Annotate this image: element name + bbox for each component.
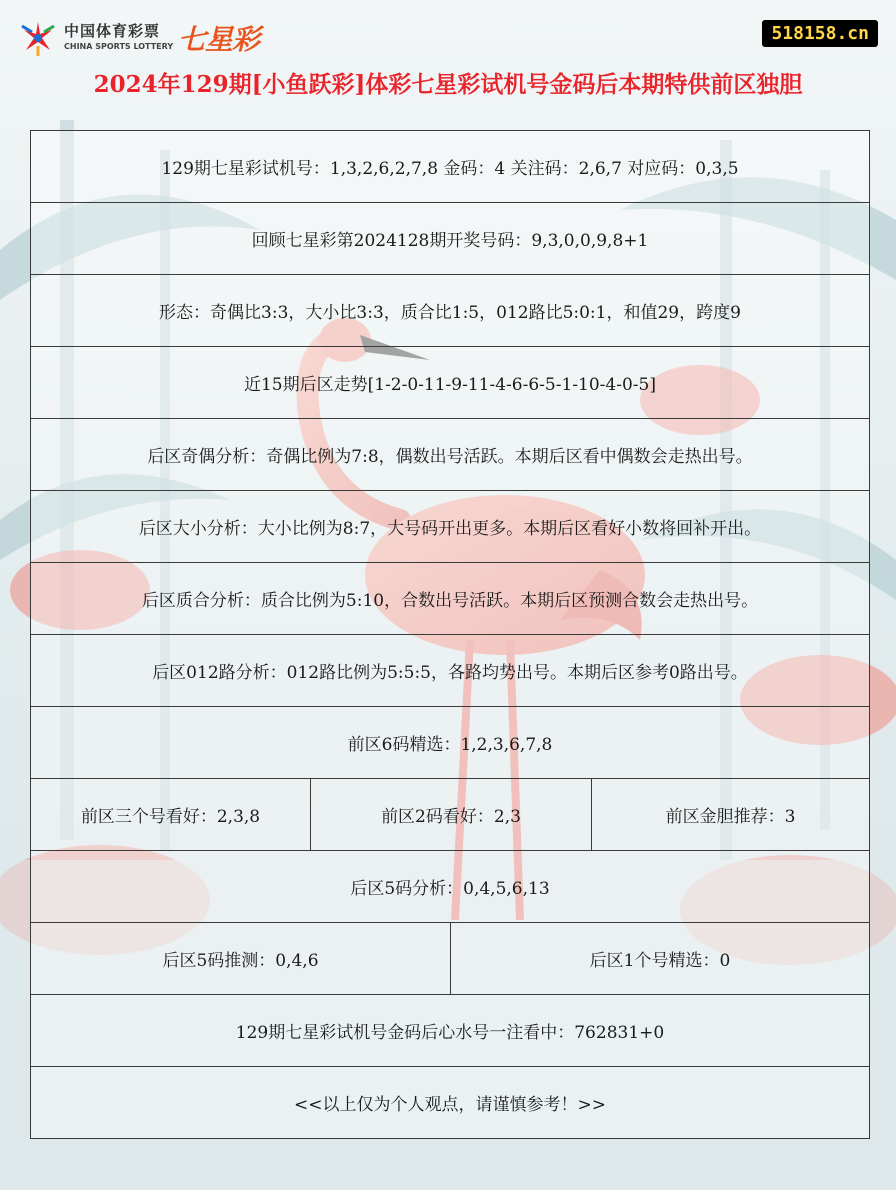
- header: [0, 0, 896, 130]
- table-row: [31, 491, 869, 563]
- logo-english-text: CHINA SPORTS LOTTERY: [64, 42, 174, 51]
- table-row: [31, 851, 869, 923]
- table-row: [31, 635, 869, 707]
- disclaimer-cell: <<以上仅为个人观点，请谨慎参考！>>: [31, 1067, 869, 1138]
- table-row: [31, 131, 869, 203]
- page-title: 2024年129期[小鱼跃彩]体彩七星彩试机号金码后本期特供前区独胆: [93, 71, 803, 98]
- table-row: [31, 995, 869, 1067]
- front-six-picks-cell: 前区6码精选：1,2,3,6,7,8: [31, 707, 869, 778]
- back-five-guess-cell: 后区5码推测：0,4,6: [31, 923, 450, 994]
- back-one-pick-cell: 后区1个号精选：0: [450, 923, 869, 994]
- table-row: [31, 347, 869, 419]
- qixingcai-brand-text: 七星彩: [178, 23, 260, 56]
- front-three-picks-cell: 前区三个号看好：2,3,8: [31, 779, 310, 850]
- lottery-star-icon: [18, 18, 58, 58]
- table-row: [31, 707, 869, 779]
- table-row: [31, 1067, 869, 1138]
- table-row: [31, 419, 869, 491]
- previous-draw-cell: 回顾七星彩第2024128期开奖号码：9,3,0,0,9,8+1: [31, 203, 869, 274]
- table-row: [31, 923, 869, 995]
- trial-number-cell: 129期七星彩试机号：1,3,2,6,2,7,8 金码：4 关注码：2,6,7 对应码：0,3,5: [31, 131, 869, 202]
- prime-composite-analysis-cell: 后区质合分析：质合比例为5:10，合数出号活跃。本期后区预测合数会走热出号。: [31, 563, 869, 634]
- form-analysis-cell: 形态：奇偶比3:3，大小比3:3，质合比1:5，012路比5:0:1，和值29，跨度9: [31, 275, 869, 346]
- site-badge[interactable]: 518158.cn: [762, 20, 878, 47]
- china-sports-lottery-logo: [18, 18, 278, 60]
- table-row: [31, 563, 869, 635]
- back-zone-trend-cell: 近15期后区走势[1-2-0-11-9-11-4-6-6-5-1-10-4-0-5]: [31, 347, 869, 418]
- front-two-picks-cell: 前区2码看好：2,3: [310, 779, 591, 850]
- logo-chinese-text: 中国体育彩票: [64, 22, 161, 40]
- prediction-table: [30, 130, 870, 1139]
- odd-even-analysis-cell: 后区奇偶分析：奇偶比例为7:8，偶数出号活跃。本期后区看中偶数会走热出号。: [31, 419, 869, 490]
- front-gold-pick-cell: 前区金胆推荐：3: [591, 779, 869, 850]
- table-row: [31, 779, 869, 851]
- route-012-analysis-cell: 后区012路分析：012路比例为5:5:5，各路均势出号。本期后区参考0路出号。: [31, 635, 869, 706]
- big-small-analysis-cell: 后区大小分析：大小比例为8:7，大号码开出更多。本期后区看好小数将回补开出。: [31, 491, 869, 562]
- favorite-ticket-cell: 129期七星彩试机号金码后心水号一注看中：762831+0: [31, 995, 869, 1066]
- table-row: [31, 275, 869, 347]
- back-five-analysis-cell: 后区5码分析：0,4,5,6,13: [31, 851, 869, 922]
- table-row: [31, 203, 869, 275]
